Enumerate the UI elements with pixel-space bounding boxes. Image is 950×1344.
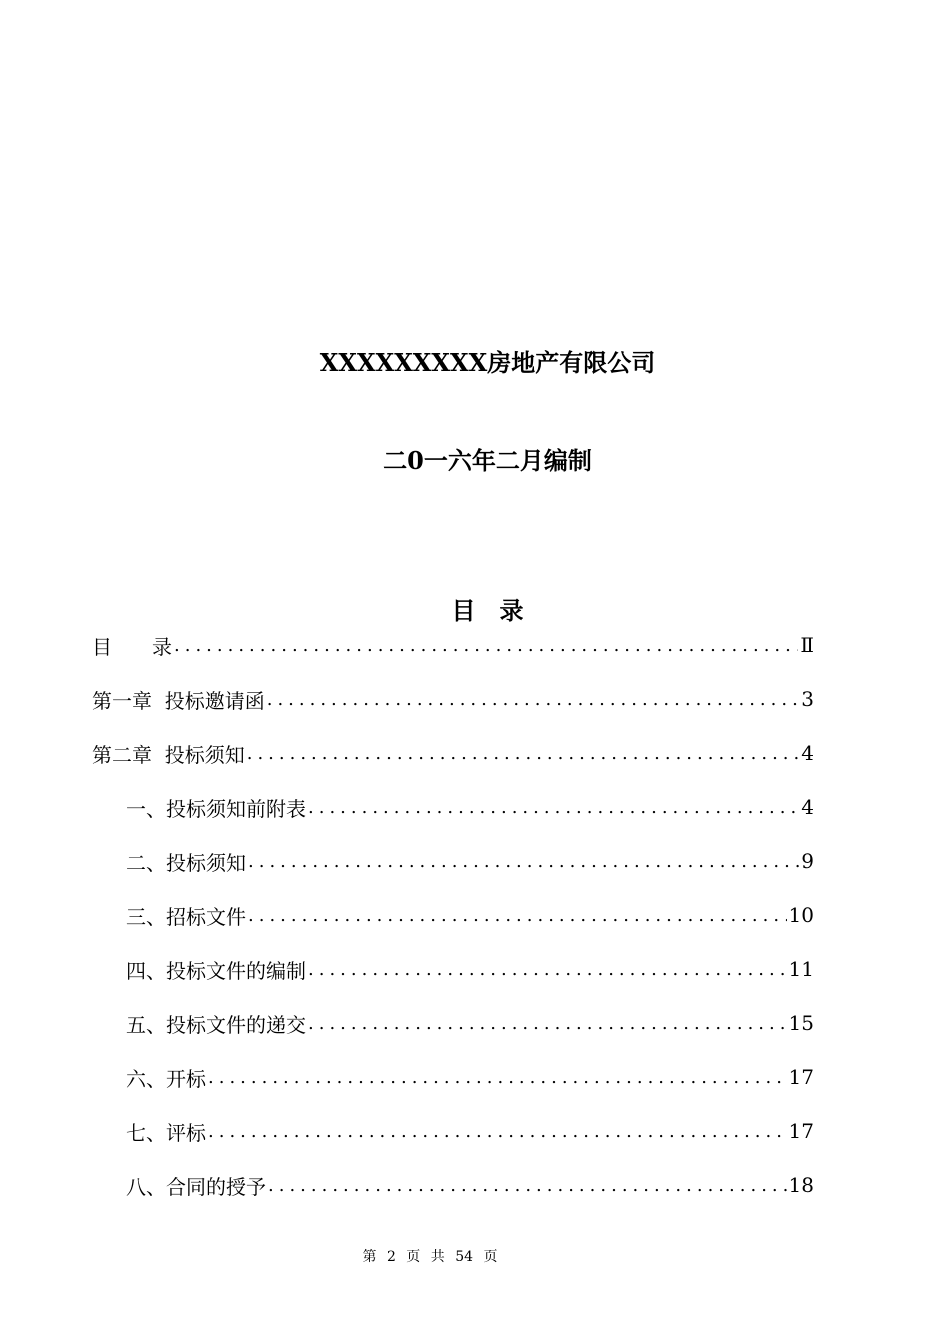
toc-leader-dots <box>308 797 799 818</box>
page-footer: 第 2 页 共 54 页 <box>362 1249 498 1265</box>
toc-entry-section-4[interactable] <box>92 942 814 996</box>
toc-leader-dots <box>247 743 800 764</box>
toc-entry-page: 4 <box>801 741 814 765</box>
toc-leader-dots <box>268 1175 787 1196</box>
toc-entry-section-7[interactable] <box>92 1104 814 1158</box>
toc-leader-dots <box>208 1121 787 1142</box>
toc-leader-dots <box>308 959 787 980</box>
toc-leader-dots <box>174 635 798 656</box>
toc-entry-contents[interactable] <box>92 618 814 672</box>
toc-entry-page: 11 <box>788 957 814 981</box>
toc-entry-section-8[interactable] <box>92 1158 814 1212</box>
toc-entry-label: 六、开标 <box>126 1063 206 1092</box>
toc-entry-page: 15 <box>788 1011 814 1035</box>
toc-entry-page: 18 <box>788 1173 814 1197</box>
toc-entry-label: 目 录 <box>92 631 172 660</box>
toc-entry-section-1[interactable] <box>92 780 814 834</box>
toc-entry-page: Ⅱ <box>800 633 814 657</box>
toc-title: 目 录 <box>451 596 524 625</box>
toc-entry-label: 第一章 投标邀请函 <box>92 685 265 714</box>
toc-entry-section-6[interactable] <box>92 1050 814 1104</box>
toc-entry-label: 三、招标文件 <box>126 901 246 930</box>
toc-entry-label: 第二章 投标须知 <box>92 739 245 768</box>
toc-entry-section-3[interactable] <box>92 888 814 942</box>
toc-entry-section-2[interactable] <box>92 834 814 888</box>
toc-leader-dots <box>248 905 787 926</box>
toc-leader-dots <box>248 851 799 872</box>
toc-entry-label: 八、合同的授予 <box>126 1171 266 1200</box>
toc-entry-label: 一、投标须知前附表 <box>126 793 306 822</box>
toc-entry-chapter-1[interactable] <box>92 672 814 726</box>
toc-entry-page: 17 <box>788 1065 814 1089</box>
toc-entry-page: 10 <box>788 903 814 927</box>
toc-entry-label: 七、评标 <box>126 1117 206 1146</box>
toc-leader-dots <box>308 1013 787 1034</box>
toc-entry-label: 五、投标文件的递交 <box>126 1009 306 1038</box>
toc-entry-label: 二、投标须知 <box>126 847 246 876</box>
company-name: XXXXXXXXX房地产有限公司 <box>319 348 656 377</box>
toc-entry-page: 4 <box>801 795 814 819</box>
table-of-contents <box>92 618 814 1212</box>
date-line: 二0一六年二月编制 <box>383 446 592 475</box>
toc-entry-page: 17 <box>788 1119 814 1143</box>
toc-entry-section-5[interactable] <box>92 996 814 1050</box>
toc-entry-label: 四、投标文件的编制 <box>126 955 306 984</box>
toc-leader-dots <box>267 689 800 710</box>
toc-entry-page: 3 <box>801 687 814 711</box>
toc-entry-page: 9 <box>801 849 814 873</box>
toc-leader-dots <box>208 1067 787 1088</box>
toc-entry-chapter-2[interactable] <box>92 726 814 780</box>
